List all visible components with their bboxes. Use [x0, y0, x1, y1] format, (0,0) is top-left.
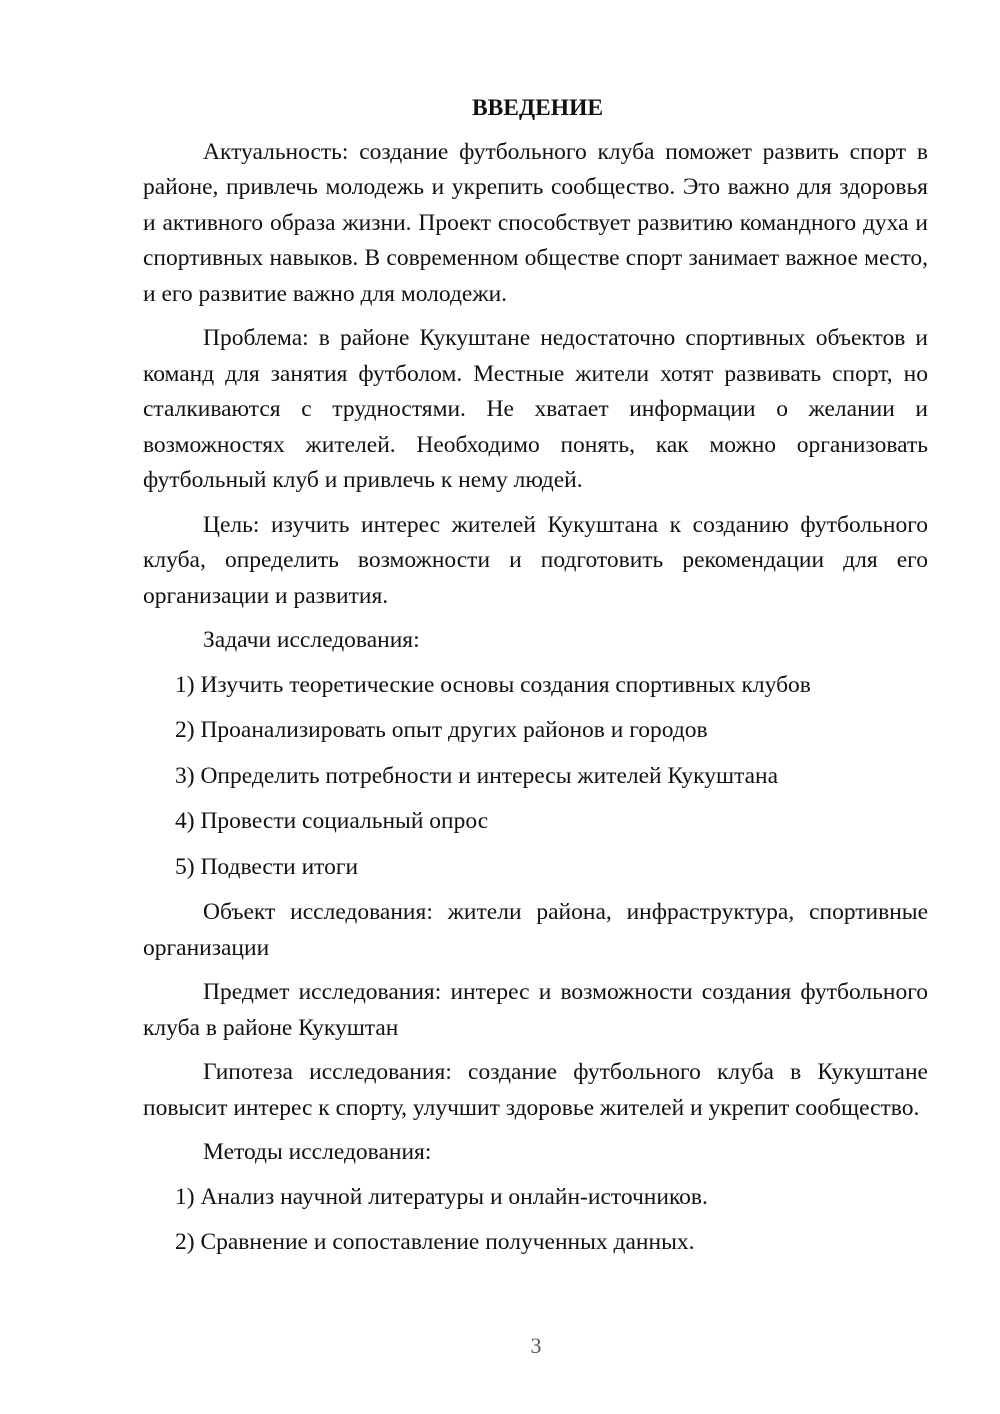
goal-paragraph: Цель: изучить интерес жителей Кукуштана к созданию футбольного клуба, определить возможности и подготовить рекомендации для его организации и развития.	[143, 511, 928, 609]
list-item: 4) Провести социальный опрос	[175, 808, 489, 834]
page-content	[143, 91, 928, 1271]
hypothesis-paragraph: Гипотеза исследования: создание футбольного клуба в Кукуштане повысит интерес к спорту, улучшит здоровье жителей и укрепит сообщество.	[143, 1059, 928, 1121]
section-title: ВВЕДЕНИЕ	[471, 95, 604, 121]
object-paragraph: Объект исследования: жители района, инфраструктура, спортивные организации	[143, 899, 928, 961]
methods-list	[143, 1180, 928, 1261]
tasks-heading: Задачи исследования:	[203, 627, 420, 653]
page-number: 3	[530, 1333, 542, 1358]
list-item: 3) Определить потребности и интересы жителей Кукуштана	[175, 762, 779, 789]
subject-paragraph: Предмет исследования: интерес и возможности создания футбольного клуба в районе Кукуштан	[143, 979, 928, 1041]
methods-heading: Методы исследования:	[203, 1139, 432, 1165]
list-item: 2) Проанализировать опыт других районов и городов	[175, 717, 708, 743]
tasks-list	[143, 668, 928, 886]
problem-paragraph: Проблема: в районе Кукуштане недостаточно спортивных объектов и команд для занятия футболом. Местные жители хотят развивать спорт, но сталкиваются с трудностями. Не хватает информации о желании и возможностях жителей. Необходимо понять, как можно организовать футбольный клуб и привлечь к нему людей.	[143, 325, 928, 493]
relevance-paragraph: Актуальность: создание футбольного клуба поможет развить спорт в районе, привлечь молодежь и укрепить сообщество. Это важно для здоровья и активного образа жизни. Проект способствует развитию командного духа и спортивных навыков. В современном обществе спорт занимает важное место, и его развитие важно для молодежи.	[143, 138, 928, 307]
list-item: 1) Анализ научной литературы и онлайн-источников.	[175, 1183, 708, 1210]
list-item: 2) Сравнение и сопоставление полученных данных.	[175, 1229, 695, 1255]
list-item: 5) Подвести итоги	[175, 853, 359, 880]
list-item: 1) Изучить теоретические основы создания спортивных клубов	[175, 671, 811, 698]
